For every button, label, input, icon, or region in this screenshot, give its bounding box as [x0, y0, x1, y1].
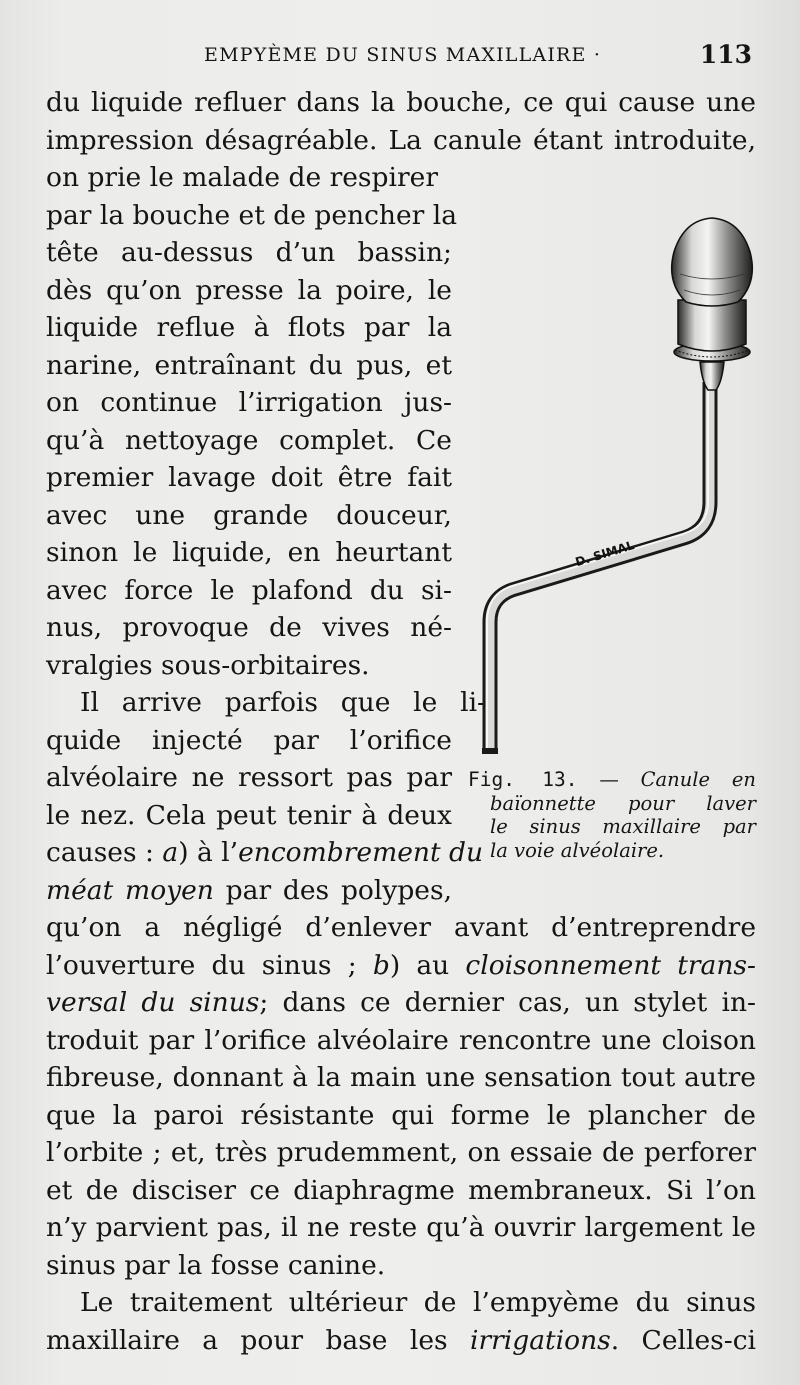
text-line: du liquide refluer dans la bouche, ce qui cause une	[46, 87, 756, 118]
running-title: EMPYÈME DU SINUS MAXILLAIRE ·	[204, 44, 602, 66]
figure-caption	[468, 768, 756, 862]
cannula-illustration	[462, 212, 762, 772]
figure-label: Fig. 13.	[468, 768, 578, 791]
caption-line: baïonnette pour laver	[490, 791, 756, 815]
text-line: avec une grande douceur,	[46, 499, 452, 531]
text-line: impression désagréable. La canule étant introduite,	[46, 124, 756, 156]
text-line: méat moyen par des polypes,	[46, 874, 452, 906]
text-line: par la bouche et de pencher la	[46, 199, 458, 231]
text-line: Le traitement ultérieur de l’empyème du sinus	[80, 1287, 756, 1318]
text-line: premier lavage doit être fait	[46, 462, 452, 493]
text-line: causes : a) à l’encombrement du	[46, 837, 484, 868]
text-line: qu’on a négligé d’enlever avant d’entreprendre	[46, 912, 756, 943]
text-line: quide injecté par l’orifice	[46, 724, 452, 756]
caption-line: Fig. 13. — Canule en	[468, 768, 756, 791]
text-line: sinus par la fosse canine.	[46, 1249, 386, 1281]
cannula-tip	[672, 218, 753, 306]
text-line: avec force le plafond du si-	[46, 574, 452, 606]
text-line: maxillaire a pour base les irrigations. Celles-ci	[46, 1324, 757, 1356]
text-line: l’orbite ; et, très prudemment, on essaie de perforer	[46, 1137, 756, 1168]
caption-line: le sinus maxillaire par	[490, 815, 756, 838]
instrument-mark: D. SIMAL	[573, 538, 636, 570]
text-line: nus, provoque de vives né-	[46, 612, 452, 643]
page-number: 113	[699, 40, 752, 69]
text-line: et de disciser ce diaphragme membraneux. Si l’on	[46, 1174, 756, 1206]
text-line: Il arrive parfois que le li-	[80, 687, 486, 718]
text-line: que la paroi résistante qui forme le plancher de	[46, 1099, 756, 1131]
text-line: dès qu’on presse la poire, le	[46, 274, 452, 306]
text-line: on continue l’irrigation jus-	[46, 387, 452, 418]
text-line: fibreuse, donnant à la main une sensation tout autre	[46, 1062, 756, 1093]
text-line: sinon le liquide, en heurtant	[46, 537, 452, 568]
text-line: l’ouverture du sinus ; b) au cloisonnement trans-	[46, 949, 756, 981]
text-line: narine, entraînant du pus, et	[46, 349, 452, 381]
text-line: liquide reflue à flots par la	[46, 312, 452, 343]
text-line: vralgies sous-orbitaires.	[46, 649, 370, 681]
text-line: versal du sinus; dans ce dernier cas, un stylet in-	[46, 987, 757, 1018]
cannula-body	[678, 300, 746, 351]
text-line: tête au-dessus d’un bassin;	[46, 237, 452, 268]
text-line: on prie le malade de respirer	[46, 162, 438, 193]
text-line: troduit par l’orifice alvéolaire rencontre une cloison	[46, 1024, 756, 1056]
text-line: n’y parvient pas, il ne reste qu’à ouvrir largement le	[46, 1212, 756, 1243]
text-line: qu’à nettoyage complet. Ce	[46, 424, 452, 456]
text-line: le nez. Cela peut tenir à deux	[46, 799, 452, 831]
text-line: alvéolaire ne ressort pas par	[46, 762, 452, 793]
running-head	[0, 40, 800, 74]
caption-line: la voie alvéolaire.	[490, 838, 665, 862]
